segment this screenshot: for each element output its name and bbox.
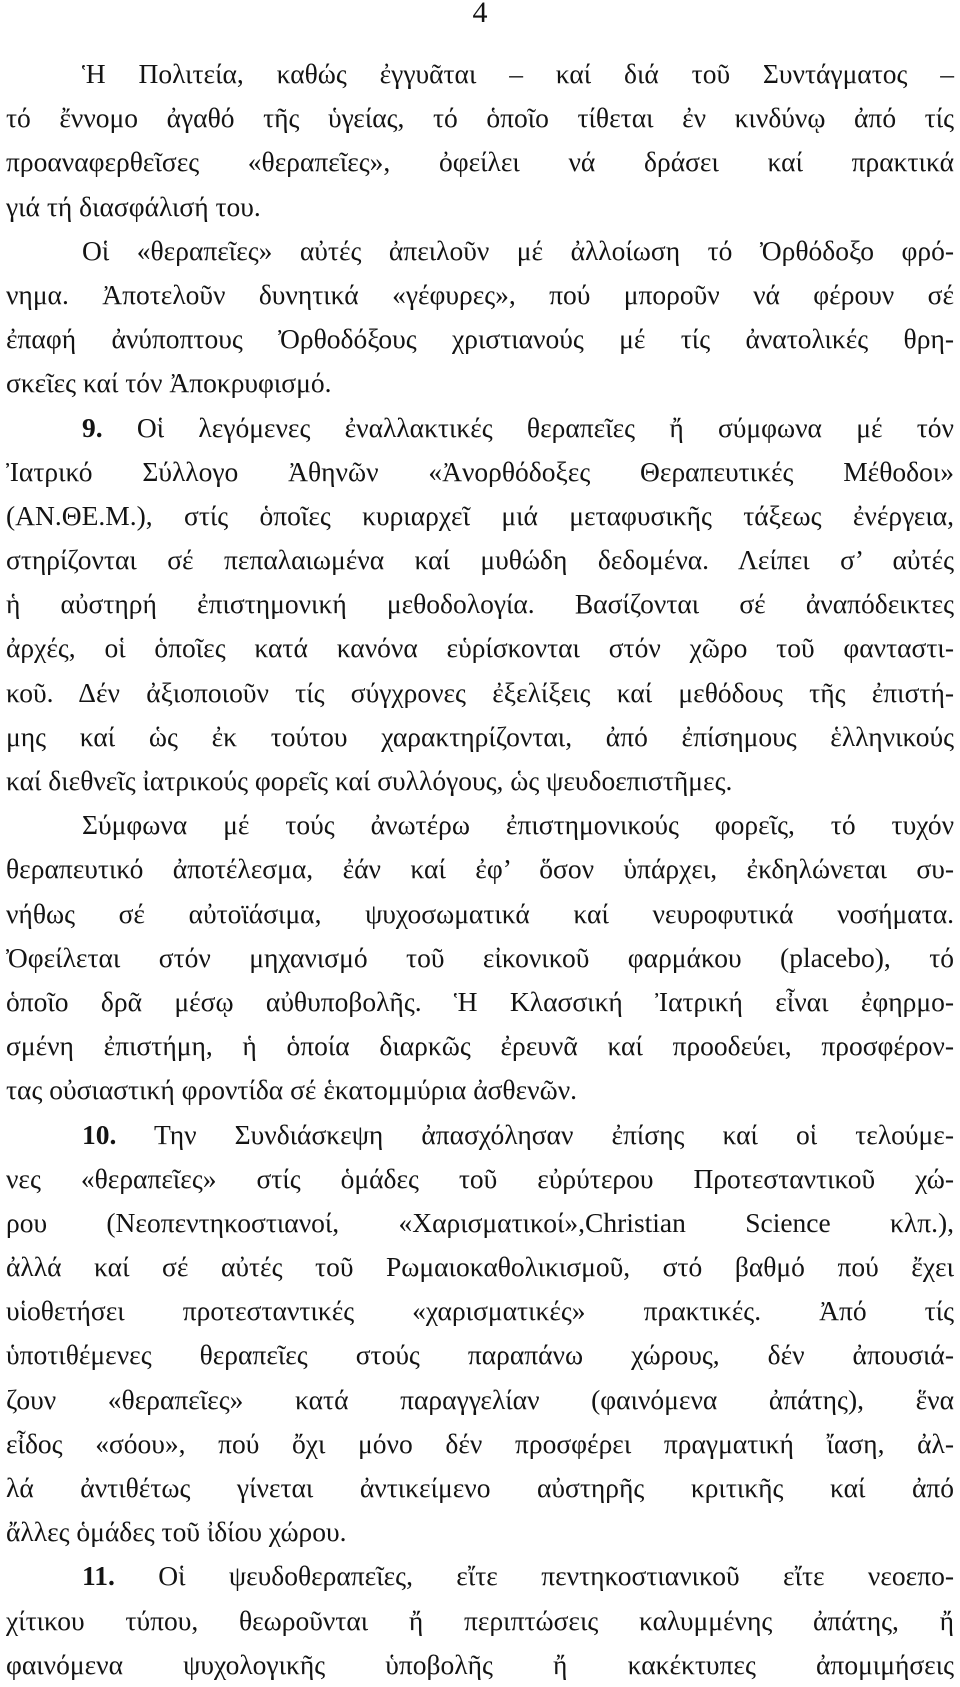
line-text: θεραπευτικό ἀποτέλεσμα, ἐάν καί ἐφ’ ὅσον ὑπάρχει, ἐκδηλώνεται συ- — [6, 853, 954, 885]
text-line — [6, 892, 954, 936]
paragraph-number: 9. — [82, 411, 103, 443]
text-line — [6, 1024, 954, 1068]
text-line — [6, 96, 954, 140]
body-text — [6, 52, 954, 1687]
line-text: σκεῖες καί τόν Ἀποκρυφισμό. — [6, 367, 332, 399]
text-line — [6, 406, 954, 450]
text-line — [6, 1466, 954, 1510]
line-text: νες «θεραπεῖες» στίς ὁμάδες τοῦ εὐρύτερου Προτεσταντικοῦ χώ- — [6, 1162, 954, 1194]
line-text: ἀρχές, οἱ ὁποῖες κατά κανόνα εὑρίσκονται στόν χῶρο τοῦ φανταστι- — [6, 632, 954, 664]
line-text: νημα. Ἀποτελοῦν δυνητικά «γέφυρες», πού μποροῦν νά φέρουν σέ — [6, 278, 954, 310]
line-text: υἱοθετήσει προτεσταντικές «χαρισματικές» πρακτικές. Ἀπό τίς — [6, 1295, 954, 1327]
text-line — [6, 538, 954, 582]
text-line — [6, 671, 954, 715]
line-text: Οἱ «θεραπεῖες» αὐτές ἀπειλοῦν μέ ἀλλοίωση τό Ὀρθόδοξο φρό- — [82, 234, 954, 266]
text-line — [6, 494, 954, 538]
line-text: Σύμφωνα μέ τούς ἀνωτέρω ἐπιστημονικούς φορεῖς, τό τυχόν — [82, 809, 954, 841]
text-line — [6, 759, 954, 803]
text-line — [6, 980, 954, 1024]
text-line — [6, 1510, 954, 1554]
line-text: νήθως σέ αὐτοϊάσιμα, ψυχοσωματικά καί νευροφυτικά νοσήματα. — [6, 897, 954, 929]
text-line — [6, 317, 954, 361]
line-text: γιά τή διασφάλισή του. — [6, 190, 261, 222]
line-text: Ὀφείλεται στόν μηχανισμό τοῦ εἰκονικοῦ φαρμάκου (placebo), τό — [6, 941, 954, 973]
line-text: εἶδος «σόου», πού ὄχι μόνο δέν προσφέρει πραγματική ἴαση, ἀλ- — [6, 1427, 954, 1459]
line-text: ἐπαφή ἀνύποπτους Ὀρθοδόξους χριστιανούς μέ τίς ἀνατολικές θρη- — [6, 323, 954, 355]
line-text: λά ἀντιθέτως γίνεται ἀντικείμενο αὐστηρῆς κριτικῆς καί ἀπό — [6, 1472, 954, 1503]
text-line — [6, 803, 954, 847]
text-line — [6, 582, 954, 626]
text-line — [6, 1157, 954, 1201]
text-line — [6, 185, 954, 229]
text-line — [6, 715, 954, 759]
text-line — [6, 1245, 954, 1289]
line-text: Ἰατρικό Σύλλογο Ἀθηνῶν «Ἀνορθόδοξες Θεραπευτικές Μέθοδοι» — [6, 455, 954, 487]
line-text: καί διεθνεῖς ἰατρικούς φορεῖς καί συλλόγους, ὡς ψευδοεπιστῆμες. — [6, 765, 733, 796]
line-text: σμένη ἐπιστήμη, ἡ ὁποία διαρκῶς ἐρευνᾶ καί προοδεύει, προσφέρον- — [6, 1030, 954, 1062]
line-text: ὑποτιθέμενες θεραπεῖες στούς παραπάνω χώρους, δέν ἀπουσιά- — [6, 1339, 954, 1371]
text-line — [6, 1068, 954, 1112]
line-text: τό ἔννομο ἀγαθό τῆς ὑγείας, τό ὁποῖο τίθεται ἐν κινδύνῳ ἀπό τίς — [6, 102, 954, 134]
text-line — [6, 1643, 954, 1687]
text-line — [6, 1599, 954, 1643]
line-text: προαναφερθεῖσες «θεραπεῖες», ὀφείλει νά δράσει καί πρακτικά — [6, 146, 954, 178]
line-text: ρου (Νεοπεντηκοστιανοί, «Χαρισματικοί»,Christian Science κλπ.), — [6, 1206, 954, 1238]
text-line — [6, 361, 954, 405]
text-line — [6, 450, 954, 494]
line-text: Οἱ λεγόμενες ἐναλλακτικές θεραπεῖες ἤ σύμφωνα μέ τόν — [136, 411, 954, 443]
line-text: (ΑΝ.ΘΕ.Μ.), στίς ὁποῖες κυριαρχεῖ μιά μεταφυσικῆς τάξεως ἐνέργεια, — [6, 499, 954, 531]
paragraph-number: 10. — [82, 1118, 117, 1150]
line-text: χίτικου τύπου, θεωροῦνται ἤ περιπτώσεις καλυμμένης ἀπάτης, ἤ — [6, 1604, 954, 1636]
text-line — [6, 1333, 954, 1377]
line-text: Την Συνδιάσκεψη ἀπασχόλησαν ἐπίσης καί οἱ τελούμε- — [153, 1118, 954, 1150]
text-line — [6, 626, 954, 670]
page-number: 4 — [472, 0, 488, 29]
text-line — [6, 936, 954, 980]
line-text: ζουν «θεραπεῖες» κατά παραγγελίαν (φαινόμενα ἀπάτης), ἕνα — [6, 1383, 954, 1415]
text-line — [6, 1378, 954, 1422]
text-line — [6, 1113, 954, 1157]
line-text: στηρίζονται σέ πεπαλαιωμένα καί μυθώδη δεδομένα. Λείπει σ’ αὐτές — [6, 544, 954, 576]
line-text: τας οὐσιαστική φροντίδα σέ ἑκατομμύρια ἀσθενῶν. — [6, 1074, 578, 1106]
text-line — [6, 140, 954, 184]
text-line — [6, 52, 954, 96]
line-text: μης καί ὡς ἐκ τούτου χαρακτηρίζονται, ἀπό ἐπίσημους ἑλληνικούς — [6, 720, 954, 752]
text-line — [6, 229, 954, 273]
text-line — [6, 1554, 954, 1598]
text-line — [6, 1289, 954, 1333]
text-line — [6, 273, 954, 317]
text-line — [6, 1201, 954, 1245]
line-text: φαινόμενα ψυχολογικῆς ὑποβολῆς ἤ κακέκτυπες ἀπομιμήσεις — [6, 1648, 954, 1680]
text-line — [6, 847, 954, 891]
line-text: ἀλλά καί σέ αὐτές τοῦ Ρωμαιοκαθολικισμοῦ, στό βαθμό πού ἔχει — [6, 1251, 954, 1283]
line-text: ἡ αὐστηρή ἐπιστημονική μεθοδολογία. Βασίζονται σέ ἀναπόδεικτες — [6, 588, 954, 620]
line-text: Οἱ ψευδοθεραπεῖες, εἴτε πεντηκοστιανικοῦ εἴτε νεοεπο- — [158, 1560, 955, 1592]
line-text: ὁποῖο δρᾶ μέσῳ αὐθυποβολῆς. Ἡ Κλασσική Ἰατρική εἶναι ἐφηρμο- — [6, 985, 954, 1017]
text-line — [6, 1422, 954, 1466]
line-text: κοῦ. Δέν ἀξιοποιοῦν τίς σύγχρονες ἐξελίξεις καί μεθόδους τῆς ἐπιστή- — [6, 676, 954, 708]
line-text: ἄλλες ὁμάδες τοῦ ἰδίου χώρου. — [6, 1516, 347, 1548]
line-text: Ἡ Πολιτεία, καθώς ἐγγυᾶται – καί διά τοῦ Συντάγματος – — [82, 58, 954, 89]
paragraph-number: 11. — [82, 1560, 115, 1592]
